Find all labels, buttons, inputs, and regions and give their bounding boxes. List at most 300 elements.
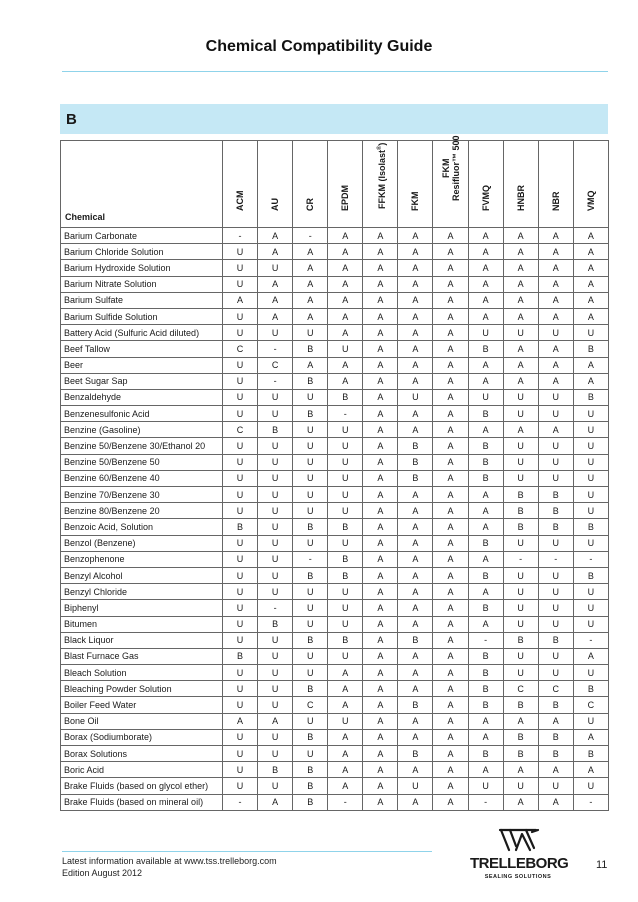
rating-cell: A — [258, 228, 293, 244]
rating-cell: B — [503, 487, 538, 503]
rating-cell: U — [538, 665, 573, 681]
rating-cell: U — [538, 535, 573, 551]
table-row — [61, 503, 609, 519]
rating-cell: U — [293, 600, 328, 616]
rating-cell: A — [328, 228, 363, 244]
material-header-line: FVMQ — [480, 185, 491, 211]
rating-cell: U — [293, 584, 328, 600]
rating-cell: - — [573, 551, 608, 567]
rating-cell: A — [398, 422, 433, 438]
rating-cell: C — [538, 681, 573, 697]
material-header-line: EPDM — [340, 184, 351, 211]
rating-cell: C — [293, 697, 328, 713]
rating-cell: B — [223, 648, 258, 664]
rating-cell: A — [433, 697, 468, 713]
rating-cell: B — [503, 746, 538, 762]
rating-cell: B — [538, 632, 573, 648]
rating-cell: U — [328, 503, 363, 519]
rating-cell: U — [538, 584, 573, 600]
rating-cell: A — [433, 713, 468, 729]
rating-cell: A — [503, 276, 538, 292]
rating-cell: B — [573, 389, 608, 405]
rating-cell: B — [293, 762, 328, 778]
rating-cell: U — [573, 454, 608, 470]
rating-cell: - — [293, 551, 328, 567]
rating-cell: U — [258, 519, 293, 535]
material-header-label — [586, 190, 596, 211]
chemical-name-cell: Barium Hydroxide Solution — [61, 260, 223, 276]
chemical-name-cell: Bitumen — [61, 616, 223, 632]
rating-cell: A — [363, 454, 398, 470]
rating-cell: A — [363, 729, 398, 745]
rating-cell: B — [538, 503, 573, 519]
rating-cell: B — [468, 665, 503, 681]
rating-cell: A — [363, 632, 398, 648]
rating-cell: A — [398, 341, 433, 357]
rating-cell: A — [433, 762, 468, 778]
rating-cell: A — [363, 292, 398, 308]
rating-cell: U — [223, 762, 258, 778]
chemical-name-cell: Barium Carbonate — [61, 228, 223, 244]
chemical-name-cell: Beef Tallow — [61, 341, 223, 357]
rating-cell: B — [468, 600, 503, 616]
material-column-header — [468, 141, 503, 228]
rating-cell: A — [468, 260, 503, 276]
rating-cell: U — [328, 454, 363, 470]
rating-cell: A — [398, 535, 433, 551]
rating-cell: A — [433, 519, 468, 535]
rating-cell: A — [433, 503, 468, 519]
rating-cell: U — [328, 616, 363, 632]
material-column-header — [398, 141, 433, 228]
rating-cell: A — [363, 535, 398, 551]
rating-cell: A — [293, 292, 328, 308]
rating-cell: U — [573, 422, 608, 438]
rating-cell: A — [433, 357, 468, 373]
rating-cell: U — [223, 729, 258, 745]
rating-cell: C — [503, 681, 538, 697]
rating-cell: B — [573, 341, 608, 357]
rating-cell: B — [503, 632, 538, 648]
rating-cell: B — [293, 373, 328, 389]
material-column-header — [538, 141, 573, 228]
table-row — [61, 778, 609, 794]
material-header-label — [375, 143, 387, 209]
rating-cell: A — [573, 762, 608, 778]
rating-cell: A — [573, 260, 608, 276]
rating-cell: A — [363, 762, 398, 778]
rating-cell: B — [398, 632, 433, 648]
rating-cell: U — [503, 454, 538, 470]
rating-cell: A — [363, 778, 398, 794]
rating-cell: U — [398, 389, 433, 405]
rating-cell: A — [363, 503, 398, 519]
chemical-name-cell: Bleaching Powder Solution — [61, 681, 223, 697]
rating-cell: U — [503, 778, 538, 794]
rating-cell: U — [258, 632, 293, 648]
rating-cell: U — [538, 470, 573, 486]
rating-cell: A — [363, 713, 398, 729]
rating-cell: U — [223, 438, 258, 454]
rating-cell: A — [398, 729, 433, 745]
table-row — [61, 762, 609, 778]
rating-cell: A — [538, 260, 573, 276]
brand-tagline: SEALING SOLUTIONS — [484, 874, 552, 880]
rating-cell: A — [503, 308, 538, 324]
rating-cell: U — [293, 665, 328, 681]
rating-cell: U — [258, 470, 293, 486]
rating-cell: A — [538, 762, 573, 778]
rating-cell: A — [293, 260, 328, 276]
rating-cell: A — [363, 487, 398, 503]
rating-cell: U — [328, 584, 363, 600]
rating-cell: A — [328, 729, 363, 745]
rating-cell: U — [503, 438, 538, 454]
material-header-label — [441, 135, 461, 201]
rating-cell: U — [328, 535, 363, 551]
rating-cell: A — [433, 244, 468, 260]
rating-cell: A — [573, 357, 608, 373]
rating-cell: A — [398, 551, 433, 567]
rating-cell: B — [468, 746, 503, 762]
rating-cell: U — [293, 648, 328, 664]
chemical-name-cell: Benzine 50/Benzene 30/Ethanol 20 — [61, 438, 223, 454]
rating-cell: B — [468, 567, 503, 583]
rating-cell: A — [293, 244, 328, 260]
rating-cell: B — [258, 762, 293, 778]
rating-cell: U — [328, 600, 363, 616]
rating-cell: A — [433, 729, 468, 745]
rating-cell: U — [223, 276, 258, 292]
material-header-line-2: Resifluor™ 500 — [450, 135, 461, 201]
table-row — [61, 616, 609, 632]
rating-cell: A — [398, 681, 433, 697]
rating-cell: B — [398, 438, 433, 454]
rating-cell: C — [258, 357, 293, 373]
rating-cell: U — [573, 470, 608, 486]
rating-cell: U — [573, 616, 608, 632]
rating-cell: - — [468, 794, 503, 810]
rating-cell: U — [538, 600, 573, 616]
rating-cell: A — [363, 616, 398, 632]
material-header-label — [551, 192, 561, 212]
rating-cell: - — [258, 600, 293, 616]
rating-cell: B — [468, 681, 503, 697]
rating-cell: U — [503, 665, 538, 681]
rating-cell: U — [258, 406, 293, 422]
rating-cell: B — [258, 616, 293, 632]
rating-cell: A — [433, 616, 468, 632]
rating-cell: U — [538, 648, 573, 664]
rating-cell: U — [223, 389, 258, 405]
rating-cell: A — [468, 584, 503, 600]
rating-cell: U — [223, 308, 258, 324]
rating-cell: - — [328, 406, 363, 422]
rating-cell: B — [573, 567, 608, 583]
rating-cell: B — [293, 406, 328, 422]
material-column-header — [293, 141, 328, 228]
table-row — [61, 632, 609, 648]
rating-cell: U — [223, 503, 258, 519]
rating-cell: - — [293, 228, 328, 244]
rating-cell: U — [223, 681, 258, 697]
rating-cell: A — [433, 308, 468, 324]
rating-cell: A — [328, 373, 363, 389]
material-column-header — [258, 141, 293, 228]
table-row — [61, 260, 609, 276]
rating-cell: B — [328, 519, 363, 535]
rating-cell: A — [503, 260, 538, 276]
rating-cell: U — [223, 697, 258, 713]
footer-edition-line: Edition August 2012 — [62, 868, 143, 878]
rating-cell: U — [223, 616, 258, 632]
rating-cell: U — [503, 535, 538, 551]
rating-cell: A — [398, 244, 433, 260]
rating-cell: A — [468, 487, 503, 503]
rating-cell: U — [258, 648, 293, 664]
rating-cell: A — [538, 244, 573, 260]
rating-cell: B — [503, 729, 538, 745]
rating-cell: A — [468, 228, 503, 244]
title-divider — [62, 71, 608, 72]
rating-cell: A — [398, 794, 433, 810]
rating-cell: U — [328, 713, 363, 729]
rating-cell: U — [573, 535, 608, 551]
rating-cell: A — [433, 567, 468, 583]
material-header-line: FKM — [410, 191, 421, 211]
chemical-name-cell: Benzoic Acid, Solution — [61, 519, 223, 535]
footer-text — [62, 855, 277, 879]
rating-cell: U — [573, 438, 608, 454]
rating-cell: A — [363, 519, 398, 535]
rating-cell: B — [468, 406, 503, 422]
rating-cell: C — [223, 341, 258, 357]
rating-cell: A — [398, 503, 433, 519]
table-row — [61, 535, 609, 551]
rating-cell: U — [503, 616, 538, 632]
rating-cell: U — [573, 406, 608, 422]
rating-cell: B — [538, 519, 573, 535]
rating-cell: U — [293, 325, 328, 341]
table-row — [61, 681, 609, 697]
rating-cell: B — [468, 438, 503, 454]
rating-cell: A — [363, 228, 398, 244]
compatibility-table — [60, 135, 609, 811]
rating-cell: A — [363, 648, 398, 664]
rating-cell: B — [503, 503, 538, 519]
material-column-header — [503, 141, 538, 228]
rating-cell: A — [328, 762, 363, 778]
rating-cell: C — [573, 697, 608, 713]
chemical-name-cell: Benzine 80/Benzene 20 — [61, 503, 223, 519]
table-row — [61, 357, 609, 373]
chemical-name-cell: Benzine 60/Benzene 40 — [61, 470, 223, 486]
rating-cell: A — [328, 244, 363, 260]
rating-cell: A — [398, 292, 433, 308]
rating-cell: A — [293, 308, 328, 324]
rating-cell: A — [328, 260, 363, 276]
rating-cell: A — [503, 357, 538, 373]
rating-cell: - — [538, 551, 573, 567]
rating-cell: A — [503, 794, 538, 810]
rating-cell: U — [258, 567, 293, 583]
table-header-row — [61, 141, 609, 228]
rating-cell: A — [573, 373, 608, 389]
chemical-name-cell: Brake Fluids (based on glycol ether) — [61, 778, 223, 794]
rating-cell: B — [223, 519, 258, 535]
rating-cell: U — [468, 389, 503, 405]
rating-cell: A — [398, 600, 433, 616]
rating-cell: B — [398, 746, 433, 762]
rating-cell: U — [223, 487, 258, 503]
rating-cell: A — [433, 470, 468, 486]
section-letter: B — [66, 111, 77, 128]
rating-cell: U — [293, 454, 328, 470]
rating-cell: A — [328, 697, 363, 713]
rating-cell: A — [573, 276, 608, 292]
rating-cell: U — [223, 373, 258, 389]
rating-cell: A — [538, 341, 573, 357]
material-header-label — [410, 192, 420, 212]
rating-cell: A — [363, 422, 398, 438]
rating-cell: B — [468, 470, 503, 486]
page-number: 11 — [596, 859, 608, 871]
rating-cell: A — [503, 422, 538, 438]
rating-cell: B — [293, 632, 328, 648]
rating-cell: U — [293, 487, 328, 503]
rating-cell: A — [398, 584, 433, 600]
table-row — [61, 567, 609, 583]
rating-cell: U — [223, 406, 258, 422]
table-row — [61, 487, 609, 503]
rating-cell: A — [573, 729, 608, 745]
rating-cell: U — [573, 584, 608, 600]
material-header-label — [340, 185, 350, 211]
rating-cell: U — [503, 470, 538, 486]
chemical-name-cell: Beet Sugar Sap — [61, 373, 223, 389]
rating-cell: A — [328, 308, 363, 324]
rating-cell: U — [573, 325, 608, 341]
rating-cell: U — [258, 746, 293, 762]
rating-cell: U — [223, 665, 258, 681]
material-header-line: CR — [305, 198, 316, 211]
chemical-name-cell: Barium Sulfate — [61, 292, 223, 308]
rating-cell: A — [398, 373, 433, 389]
chemical-name-cell: Borax Solutions — [61, 746, 223, 762]
rating-cell: U — [328, 341, 363, 357]
rating-cell: A — [538, 713, 573, 729]
chemical-name-cell: Barium Nitrate Solution — [61, 276, 223, 292]
rating-cell: U — [223, 535, 258, 551]
rating-cell: U — [223, 584, 258, 600]
table-row — [61, 373, 609, 389]
rating-cell: A — [433, 746, 468, 762]
rating-cell: B — [573, 681, 608, 697]
rating-cell: U — [223, 746, 258, 762]
rating-cell: A — [363, 357, 398, 373]
chemical-name-cell: Brake Fluids (based on mineral oil) — [61, 794, 223, 810]
table-row — [61, 470, 609, 486]
rating-cell: U — [538, 567, 573, 583]
rating-cell: A — [468, 292, 503, 308]
rating-cell: U — [328, 648, 363, 664]
rating-cell: A — [258, 713, 293, 729]
rating-cell: A — [258, 276, 293, 292]
rating-cell: U — [293, 503, 328, 519]
rating-cell: B — [293, 341, 328, 357]
table-row — [61, 519, 609, 535]
rating-cell: U — [258, 681, 293, 697]
rating-cell: B — [503, 519, 538, 535]
chemical-name-cell: Benzophenone — [61, 551, 223, 567]
rating-cell: U — [293, 535, 328, 551]
rating-cell: U — [468, 778, 503, 794]
table-row — [61, 422, 609, 438]
material-header-line: NBR — [550, 191, 561, 211]
rating-cell: B — [328, 389, 363, 405]
rating-cell: B — [398, 470, 433, 486]
rating-cell: A — [363, 681, 398, 697]
rating-cell: U — [573, 503, 608, 519]
rating-cell: A — [468, 519, 503, 535]
rating-cell: U — [503, 325, 538, 341]
chemical-name-cell: Black Liquor — [61, 632, 223, 648]
material-header-line: ACM — [235, 190, 246, 211]
chemical-name-cell: Barium Sulfide Solution — [61, 308, 223, 324]
table-row — [61, 584, 609, 600]
material-column-header — [328, 141, 363, 228]
material-header-label — [235, 191, 245, 212]
rating-cell: U — [223, 244, 258, 260]
chemical-name-cell: Benzenesulfonic Acid — [61, 406, 223, 422]
rating-cell: U — [258, 697, 293, 713]
rating-cell: B — [293, 729, 328, 745]
rating-cell: A — [433, 681, 468, 697]
rating-cell: A — [398, 567, 433, 583]
rating-cell: B — [503, 697, 538, 713]
material-header-label — [481, 185, 491, 211]
rating-cell: U — [538, 454, 573, 470]
rating-cell: A — [433, 454, 468, 470]
rating-cell: B — [398, 697, 433, 713]
chemical-name-cell: Borax (Sodiumborate) — [61, 729, 223, 745]
rating-cell: B — [293, 681, 328, 697]
rating-cell: U — [328, 422, 363, 438]
rating-cell: U — [398, 778, 433, 794]
rating-cell: A — [503, 762, 538, 778]
chemical-name-cell: Bleach Solution — [61, 665, 223, 681]
material-column-header — [363, 141, 398, 228]
rating-cell: A — [363, 600, 398, 616]
rating-cell: A — [468, 713, 503, 729]
chemical-name-cell: Benzyl Chloride — [61, 584, 223, 600]
table-row — [61, 697, 609, 713]
rating-cell: U — [223, 454, 258, 470]
rating-cell: A — [433, 665, 468, 681]
rating-cell: - — [258, 341, 293, 357]
rating-cell: U — [328, 487, 363, 503]
rating-cell: A — [328, 778, 363, 794]
rating-cell: A — [433, 260, 468, 276]
rating-cell: A — [363, 438, 398, 454]
rating-cell: A — [433, 600, 468, 616]
table-row — [61, 746, 609, 762]
rating-cell: A — [328, 325, 363, 341]
rating-cell: A — [433, 228, 468, 244]
rating-cell: U — [538, 778, 573, 794]
brand-name: TRELLEBORG — [470, 855, 569, 872]
rating-cell: A — [363, 551, 398, 567]
